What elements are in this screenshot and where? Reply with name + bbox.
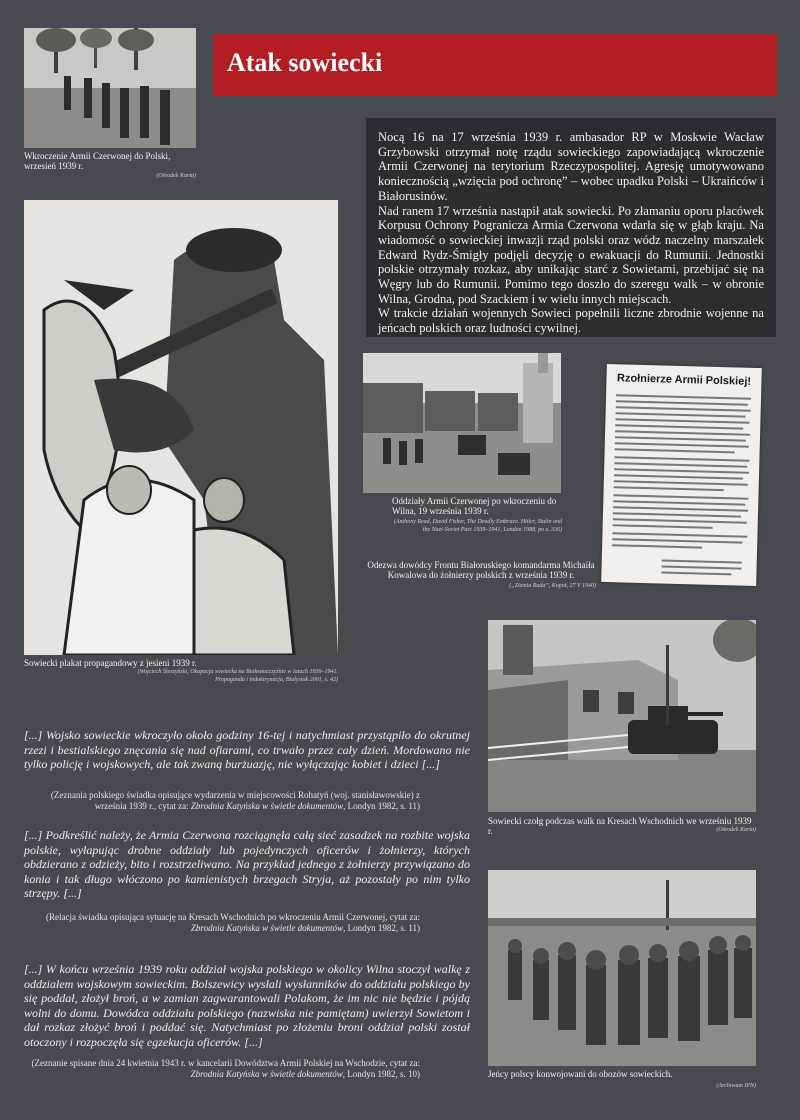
photo-polish-prisoners <box>488 870 756 1066</box>
testimony-quote: [...] Podkreślić należy, że Armia Czerwona rozciągnęła całą sieć zasadzek na rozbite wojska polskie, wyłapując drobne oddziały lub pojedynczych oficerów i żołnierzy, których obdzierano z odzieży, bito i rozstrzeliwano. Na przykład jednego z żołnierzy przywiązano do konia i tak długo włóczono po kamienistych brzegach Stryja, aż pozostały po nim tylko strzępy. [...] <box>24 828 470 901</box>
intro-text: Nocą 16 na 17 września 1939 r. ambasador RP w Moskwie Wacław Grzybowski otrzymał notę rządu sowieckiego zapowiadającą wkroczenie Armii Czerwonej na terytorium Rzeczypospolitej. Agresję umotywowano koniecznością „wzięcia pod ochronę” – wobec upadku Polski – Ukraińców i Białorusinów. Nad ranem 17 września nastąpił atak sowiecki. Po złamaniu oporu placówek Korpusu Ochrony Pogranicza Armia Czerwona wdarła się w głąb kraju. Na wiadomość o sowieckiej inwazji rząd polski oraz wódz naczelny marszałek Edward Rydz-Śmigły podjęli decyzję o ewakuacji do Rumunii. Jednostki polskie otrzymały rozkaz, aby unikając starć z Sowietami, przebijać się na Węgry lub do Rumunii. Pomimo tego doszło do szeregu walk – w obronie Wilna, Grodna, pod Szackiem i w wielu innych miejscach. W trakcie działań wojennych Sowieci popełnili liczne zbrodnie wojenne na jeńcach polskich oraz ludności cywilnej. <box>378 130 764 336</box>
photo-wilno <box>363 353 561 493</box>
tank-caption: Sowiecki czołg podczas walk na Kresach Wschodnich we wrześniu 1939 r. <box>488 816 752 836</box>
wilno-caption: Oddziały Armii Czerwonej po wkroczeniu do Wilna, 19 września 1939 r. <box>392 496 557 516</box>
photo-caption: Wkroczenie Armii Czerwonej do Polski, wrzesień 1939 r. <box>24 151 171 171</box>
photo-red-army-march <box>24 28 196 148</box>
leaflet-caption: Odezwa dowódcy Frontu Białoruskiego komandarma Michaiła Kowalowa do żołnierzy polskich z września 1939 r. <box>367 560 595 580</box>
photo-soviet-tank <box>488 620 756 812</box>
testimony-quote: [...] W końcu września 1939 roku oddział wojska polskiego w okolicy Wilna stoczył walkę z oddziałem wojskowym sowieckim. Bolszewicy wysłali wysłanników do oddziału polskiego by się poddał, złożył broń, a w zamian zagwarantowali Polakom, że im nic nie będzie i pójdą wolni do domu. Dowódca oddziału polskiego (nazwiska nie pamiętam) uwierzył Sowietom i dał rozkaz złożyć broń i poddać się. Natychmiast po złożeniu broni oddział polski został otoczony i rozpoczęła się egzekucja oficerów. [...] <box>24 962 470 1049</box>
leaflet-heading: Rzołnierze Armii Polskiej! <box>616 372 752 388</box>
poster-caption: Sowiecki plakat propagandowy z jesieni 1939 r. <box>24 658 197 668</box>
propaganda-poster <box>24 200 338 655</box>
testimony-source: (Relacja świadka opisująca sytuację na Kresach Wschodnich po wkroczeniu Armii Czerwonej, cytat za: Zbrodnia Katyńska w świetle dokumentów, Londyn 1982, s. 11) <box>46 912 420 933</box>
testimony-source: (Zeznanie spisane dnia 24 kwietnia 1943 r. w kancelarii Dowództwa Armii Polskiej na Wschodzie, cytat za: Zbrodnia Katyńska w świetle dokumentów, Londyn 1982, s. 10) <box>31 1058 420 1079</box>
poster-source: (Wojciech Śleszyński, Okupacja sowiecka na Białostocczyźnie w latach 1939–1941. Propaganda i indoktrynacja, Białystok 2001, s. 42) <box>137 669 338 683</box>
title-banner <box>213 34 777 96</box>
prisoners-source: (Archiwum IPN) <box>716 1083 756 1089</box>
photo-source: (Ośrodek Karta) <box>156 173 196 179</box>
tank-source: (Ośrodek Karta) <box>716 827 756 833</box>
leaflet-document <box>601 364 762 586</box>
testimony-quote: [...] Wojsko sowieckie wkroczyło około godziny 16-tej i natychmiast przystąpiło do okrutnej rzezi i bestialskiego znęcania się nad ofiarami, co trwało przez cały dzień. Mordowano nie tylko policję i wojskowych, ale tak zwaną burżuazję, nie wyłączając kobiet i dzieci [...] <box>24 728 470 772</box>
page-title: Atak sowiecki <box>227 48 383 77</box>
testimony-source: (Zeznania polskiego świadka opisujące wydarzenia w miejscowości Rohatyń (woj. stanisławowskie) z września 1939 r., cytat za: Zbrodnia Katyńska w świetle dokumentów, Londyn 1982, s. 11) <box>50 790 420 811</box>
leaflet-source: („Ziemia Ruda”, Kopot, 27 V 1940) <box>509 583 596 589</box>
prisoners-caption: Jeńcy polscy konwojowani do obozów sowieckich. <box>488 1069 673 1079</box>
wilno-source: (Anthony Read, David Fisher, The Deadly Embrace. Hitler, Stalin and the Nazi-Soviet Pact 1939–1941, London 1988, po s. 336) <box>393 519 562 533</box>
intro-box <box>366 118 776 337</box>
